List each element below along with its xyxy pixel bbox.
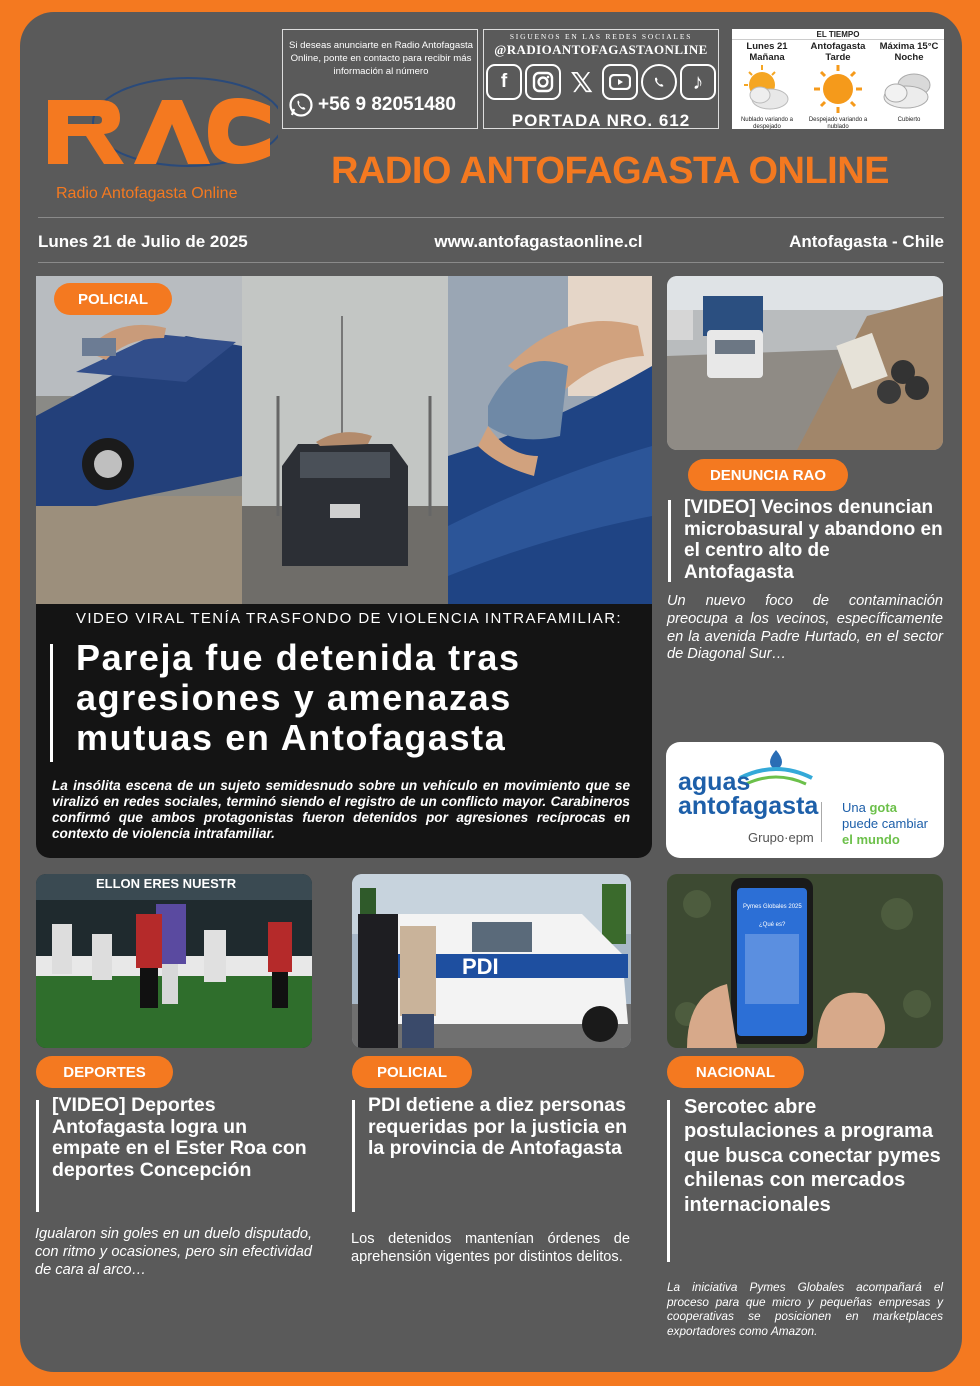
headline-bar — [667, 1100, 670, 1262]
category-badge[interactable]: POLICIAL — [54, 283, 172, 315]
weather-part: Noche — [894, 52, 924, 63]
category-badge[interactable]: POLICIAL — [352, 1056, 472, 1088]
weather-part: Tarde — [825, 52, 851, 63]
facebook-icon[interactable]: f — [486, 64, 522, 100]
headline-bar — [668, 500, 671, 582]
phone-screen-question: ¿Qué es? — [759, 922, 786, 928]
category-badge[interactable]: DEPORTES — [36, 1056, 173, 1088]
aguas-antofagasta-ad[interactable] — [666, 742, 944, 858]
photo-panel-2 — [242, 276, 448, 604]
weather-desc: Nublado variando a despejado — [740, 117, 794, 130]
cloud-icon — [874, 63, 944, 115]
sercotec-headline[interactable]: Sercotec abre postulaciones a programa que busca conectar pymes chilenas con mercados internacionales — [684, 1096, 941, 1216]
ad-slogan — [842, 800, 928, 848]
youtube-icon[interactable] — [602, 64, 638, 100]
whatsapp-icon[interactable] — [641, 64, 677, 100]
ad-group: Grupo·epm — [748, 830, 814, 845]
weather-title: EL TIEMPO — [732, 30, 944, 40]
weather-day: Máxima 15°C — [879, 41, 939, 52]
site-url[interactable]: www.antofagastaonline.cl — [434, 232, 643, 251]
ad-slogan-gota: gota — [869, 800, 897, 815]
side-story-summary: Un nuevo foco de contaminación preocupa a los vecinos, específicamente en la avenida Padre Hurtado, en el sector de Diagonal Sur… — [667, 593, 943, 663]
ad-slogan-1: Una — [842, 800, 866, 815]
ad-brand-line1: aguas — [678, 768, 751, 796]
rao-logo[interactable] — [38, 72, 278, 182]
headline-bar — [50, 644, 53, 762]
category-badge[interactable]: DENUNCIA RAO — [688, 459, 848, 491]
weather-night — [874, 41, 944, 124]
social-icons — [486, 64, 716, 100]
pdi-summary: Los detenidos mantenían órdenes de aprehensión vigentes por distintos delitos. — [351, 1231, 630, 1265]
pdi-photo[interactable] — [352, 874, 631, 1048]
tiktok-icon[interactable]: ♪ — [680, 64, 716, 100]
pdi-door-label: PDI — [462, 954, 499, 979]
weather-day: Antofagasta — [810, 41, 866, 52]
weather-part: Mañana — [749, 52, 785, 63]
brand-title: RADIO ANTOFAGASTA ONLINE — [331, 150, 889, 192]
logo-tagline: Radio Antofagasta Online — [56, 185, 238, 202]
ad-slogan-3: el mundo — [842, 832, 900, 847]
phone-number: +56 9 82051480 — [318, 94, 456, 115]
side-story-photo[interactable] — [667, 276, 943, 450]
divider — [38, 217, 944, 218]
weather-desc: Despejado variando a nublado — [808, 117, 868, 130]
issue-date: Lunes 21 de Julio de 2025 — [38, 232, 248, 251]
contact-phone[interactable] — [288, 92, 474, 118]
weather-day: Lunes 21 — [746, 41, 788, 52]
sun-cloud-icon — [732, 63, 802, 115]
ad-divider — [821, 802, 822, 842]
photo-panel-3 — [448, 276, 652, 604]
location: Antofagasta - Chile — [789, 232, 944, 251]
divider — [38, 262, 944, 263]
x-icon[interactable]: 𝕏 — [570, 66, 593, 98]
main-story-kicker: VIDEO VIRAL TENÍA TRASFONDO DE VIOLENCIA INTRAFAMILIAR: — [76, 610, 622, 627]
category-badge[interactable]: NACIONAL — [667, 1056, 804, 1088]
weather-morning — [732, 41, 802, 131]
ad-brand-line2: antofagasta — [678, 792, 819, 820]
side-story-headline[interactable]: [VIDEO] Vecinos denuncian microbasural y abandono en el centro alto de Antofagasta — [684, 497, 943, 583]
phone-screen-title: Pymes Globales 2025 — [743, 904, 802, 910]
ad-slogan-2: puede cambiar — [842, 816, 928, 831]
weather-desc: Cubierto — [897, 117, 921, 123]
deportes-summary: Igualaron sin goles en un duelo disputado, con ritmo y ocasiones, pero sin efectividad de cara al arco… — [35, 1226, 312, 1278]
ad-contact-text: Si deseas anunciarte en Radio Antofagasta Online, ponte en contacto para recibir más información al número — [288, 40, 473, 77]
headline-bar — [352, 1100, 355, 1212]
weather-afternoon — [803, 41, 873, 131]
photo-panel-1 — [36, 276, 242, 604]
stadium-banner: ELLON ERES NUESTR — [96, 876, 237, 891]
dateline — [38, 232, 944, 252]
instagram-icon[interactable] — [525, 64, 561, 100]
deportes-photo[interactable] — [36, 874, 312, 1048]
headline-bar — [36, 1100, 39, 1212]
deportes-headline[interactable]: [VIDEO] Deportes Antofagasta logra un empate en el Ester Roa con deportes Concepción — [52, 1094, 307, 1181]
pdi-headline[interactable]: PDI detiene a diez personas requeridas por la justicia en la provincia de Antofagasta — [368, 1094, 628, 1159]
sercotec-photo[interactable] — [667, 874, 943, 1048]
whatsapp-icon — [288, 92, 314, 118]
main-story-photo[interactable] — [36, 276, 652, 604]
social-handle[interactable]: @RADIOANTOFAGASTAONLINE — [494, 42, 708, 57]
main-story-headline[interactable]: Pareja fue detenida tras agresiones y amenazas mutuas en Antofagasta — [76, 637, 521, 758]
main-story-summary: La insólita escena de un sujeto semidesnudo sobre un vehículo en movimiento que se viralizó en redes sociales, terminó siendo el registro de un conflicto mayor. Carabineros confirmó que ambos protagonistas fueron detenidos por agresiones recíprocas en contexto de violencia intrafamiliar. — [52, 778, 630, 841]
portada-number: PORTADA NRO. 612 — [511, 111, 691, 130]
sun-icon — [803, 63, 873, 115]
sercotec-summary: La iniciativa Pymes Globales acompañará el proceso para que micro y pequeñas empresas y cooperativas se posicionen en marketplaces exportadores como Amazon. — [667, 1280, 943, 1338]
front-page — [20, 12, 962, 1372]
social-title: SIGUENOS EN LAS REDES SOCIALES — [509, 32, 693, 41]
